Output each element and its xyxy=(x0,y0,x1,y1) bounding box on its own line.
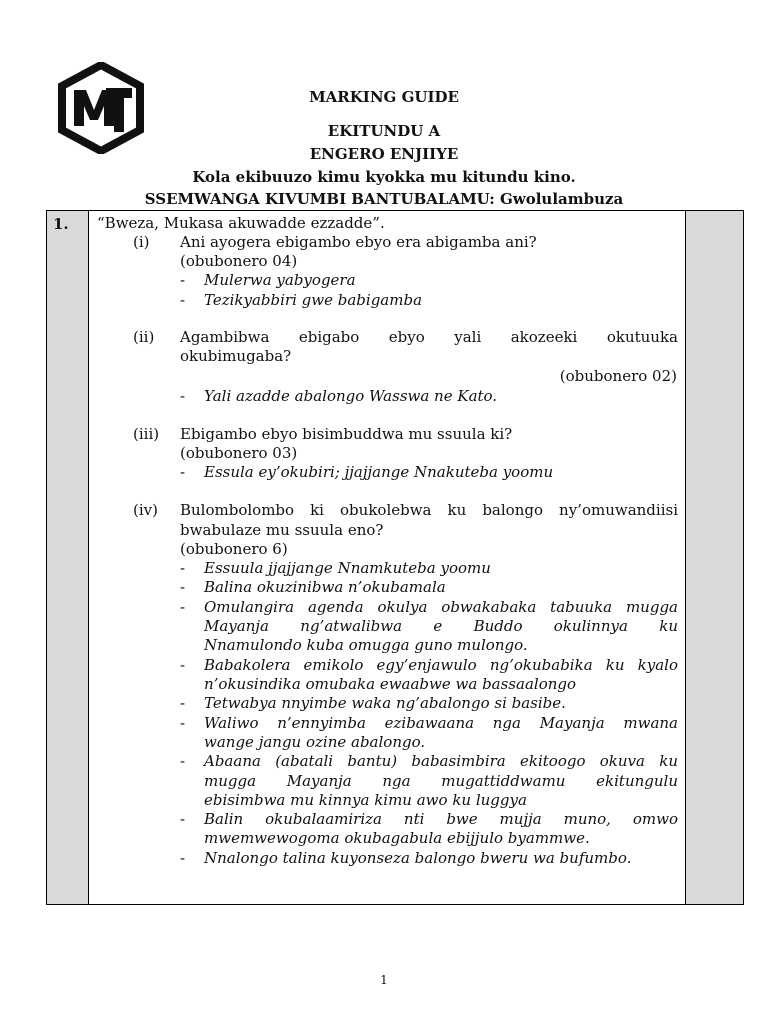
topic-heading: ENGERO ENJIIYE xyxy=(309,145,459,163)
marks-column xyxy=(685,211,743,904)
bullet: - xyxy=(180,387,186,405)
answer-line: Yali azadde abalongo Wasswa ne Kato. xyxy=(204,387,498,405)
answer-line: Waliwo n’ennyimba ezibawaana nga Mayanja mwana xyxy=(204,714,678,732)
section-heading: EKITUNDU A xyxy=(327,122,441,140)
answer-line: Essuula jjajjange Nnamkuteba yoomu xyxy=(204,559,491,577)
part-question-cont: bwabulaze mu ssuula eno? xyxy=(180,521,384,539)
answer-line: Tezikyabbiri gwe babigamba xyxy=(204,291,423,309)
answer-line: Mayanja ng’atwalibwa e Buddo okulinnya ku xyxy=(204,617,678,635)
answer-line: Abaana (abatali bantu) babasimbira ekitoogo okuva ku xyxy=(204,752,678,770)
part-label: (iv) xyxy=(133,501,158,519)
bullet: - xyxy=(180,752,186,770)
answer-line: mwemwewogoma okubagabula ebijjulo byammwe. xyxy=(204,829,590,847)
part-marks: (obubonero 02) xyxy=(559,367,677,385)
answer-line: n’okusindika omubaka ewaabwe wa bassaalongo xyxy=(204,675,577,693)
answer-line: Essula ey’okubiri; jjajjange Nnakuteba yoomu xyxy=(204,463,554,481)
part-question-cont: okubimugaba? xyxy=(180,347,292,365)
answer-line: ebisimbwa mu kinnya kimu awo ku luggya xyxy=(204,791,527,809)
question-number: 1. xyxy=(53,215,69,233)
bullet: - xyxy=(180,578,186,596)
answer-line: Nnamulondo kuba omugga guno mulongo. xyxy=(204,636,528,654)
part-question: Ani ayogera ebigambo ebyo era abigamba ani? xyxy=(180,233,537,251)
part-question: Bulombolombo ki obukolebwa ku balongo ny’omuwandiisi xyxy=(180,501,678,519)
bullet: - xyxy=(180,810,186,828)
document-title: MARKING GUIDE xyxy=(309,88,459,106)
answer-line: Nnalongo talina kuyonseza balongo bweru wa bufumbo. xyxy=(204,849,632,867)
part-marks: (obubonero 04) xyxy=(180,252,298,270)
answer-line: Balin okubalaamiriza nti bwe mujja muno, omwo xyxy=(204,810,678,828)
part-question: Ebigambo ebyo bisimbuddwa mu ssuula ki? xyxy=(180,425,513,443)
answer-line: Babakolera emikolo egy’enjawulo ng’okubabika ku kyalo xyxy=(204,656,678,674)
question-table xyxy=(46,210,744,905)
answer-line: mugga Mayanja nga mugattiddwamu ekitungulu xyxy=(204,772,678,790)
bullet: - xyxy=(180,694,186,712)
bullet: - xyxy=(180,271,186,289)
page-number: 1 xyxy=(380,973,388,987)
bullet: - xyxy=(180,463,186,481)
part-marks: (obubonero 03) xyxy=(180,444,298,462)
answer-line: Tetwabya nnyimbe waka ng’abalongo si basibe. xyxy=(204,694,566,712)
author-book-heading: SSEMWANGA KIVUMBI BANTUBALAMU: Gwolulambuza xyxy=(144,190,624,208)
bullet: - xyxy=(180,559,186,577)
answer-line: Balina okuzinibwa n’okubamala xyxy=(204,578,446,596)
bullet: - xyxy=(180,598,186,616)
bullet: - xyxy=(180,291,186,309)
question-quote: “Bweza, Mukasa akuwadde ezzadde”. xyxy=(97,214,385,232)
part-question: Agambibwa ebigabo ebyo yali akozeeki okutuuka xyxy=(180,328,678,346)
answer-line: wange jangu ozine abalongo. xyxy=(204,733,426,751)
instruction-heading: Kola ekibuuzo kimu kyokka mu kitundu kino. xyxy=(192,168,576,186)
bullet: - xyxy=(180,656,186,674)
part-label: (iii) xyxy=(133,425,160,443)
bullet: - xyxy=(180,849,186,867)
question-number-column xyxy=(47,211,89,904)
part-label: (ii) xyxy=(133,328,155,346)
part-marks: (obubonero 6) xyxy=(180,540,288,558)
answer-line: Mulerwa yabyogera xyxy=(204,271,356,289)
bullet: - xyxy=(180,714,186,732)
part-label: (i) xyxy=(133,233,150,251)
mt-logo xyxy=(58,62,144,154)
answer-line: Omulangira agenda okulya obwakabaka tabuuka mugga xyxy=(204,598,678,616)
